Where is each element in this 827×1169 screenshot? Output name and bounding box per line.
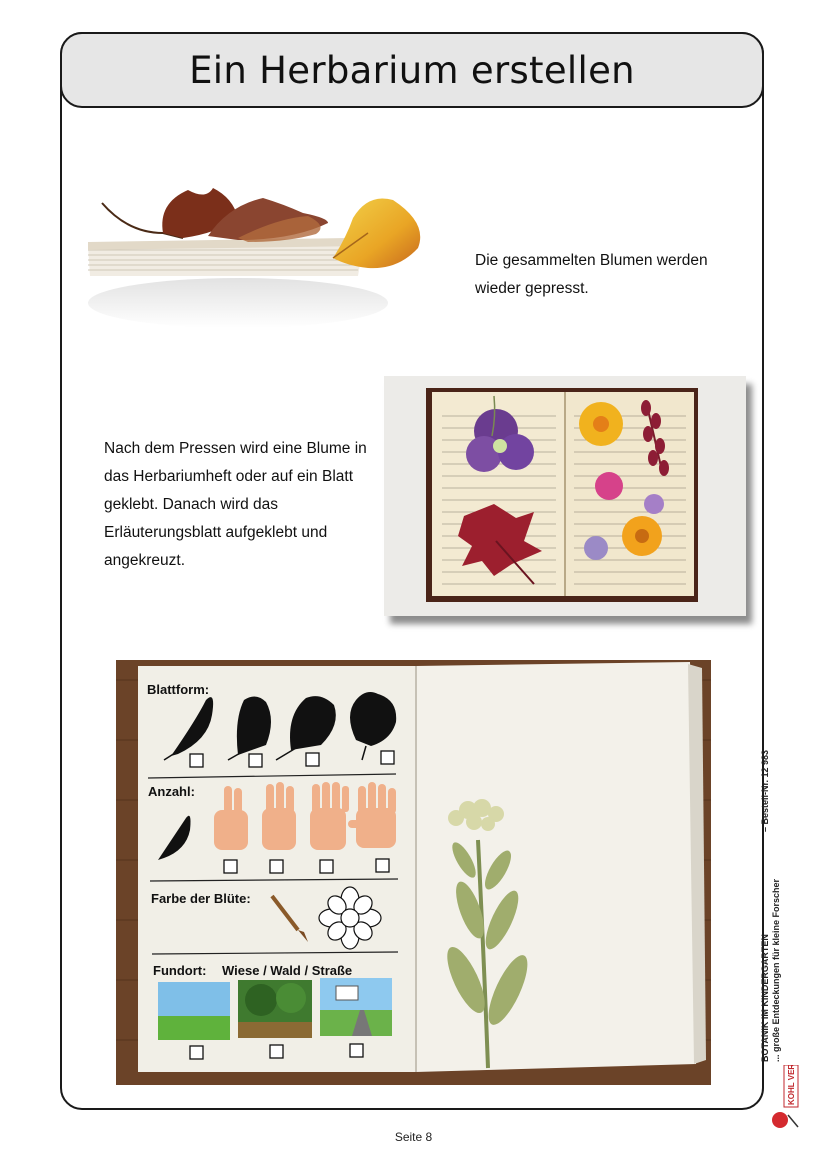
pressed-caption: Die gesammelten Blumen werden wieder gepresst. [475, 252, 708, 297]
order-number: – Bestell-Nr. 12 983 [760, 749, 770, 832]
count-label: Anzahl: [148, 784, 195, 799]
publisher-name: KOHL VERLAG [787, 1065, 796, 1105]
count-checkbox-3[interactable] [320, 860, 333, 873]
leaf-shape-checkbox-4[interactable] [381, 751, 394, 764]
count-checkbox-1[interactable] [224, 860, 237, 873]
count-checkbox-2[interactable] [270, 860, 283, 873]
location-label: Fundort: [153, 963, 207, 978]
location-checkbox-1[interactable] [190, 1046, 203, 1059]
blossom-color-label: Farbe der Blüte: [151, 891, 251, 906]
pressed-leaves-book-image [88, 178, 433, 353]
leaf-shape-checkbox-2[interactable] [249, 754, 262, 767]
series-subtitle: ... große Entdeckungen für kleine Forscher [771, 878, 781, 1062]
series-title: BOTANIK IM KINDERGARTEN [760, 934, 770, 1062]
location-checkbox-3[interactable] [350, 1044, 363, 1057]
publisher-logo [768, 1065, 808, 1135]
glued-caption: Nach dem Pressen wird eine Blume in das Herbariumheft oder auf ein Blatt geklebt. Danach wird das Erläuterungsblatt aufgeklebt und angekreuzt. [104, 440, 367, 569]
count-checkbox-4[interactable] [376, 859, 389, 872]
location-options: Wiese / Wald / Straße [222, 963, 353, 978]
location-checkbox-2[interactable] [270, 1045, 283, 1058]
leaf-shape-label: Blattform: [147, 682, 210, 697]
page-number: Seite 8 [394, 1130, 433, 1144]
page-title: Ein Herbarium erstellen [189, 48, 635, 92]
leaf-shape-checkbox-3[interactable] [306, 753, 319, 766]
title-bar [60, 32, 764, 108]
series-side-text [760, 742, 810, 1062]
pressed-flowers-book-image [384, 376, 746, 616]
leaf-shape-checkbox-1[interactable] [190, 754, 203, 767]
herbarium-notebook-image [116, 660, 711, 1085]
